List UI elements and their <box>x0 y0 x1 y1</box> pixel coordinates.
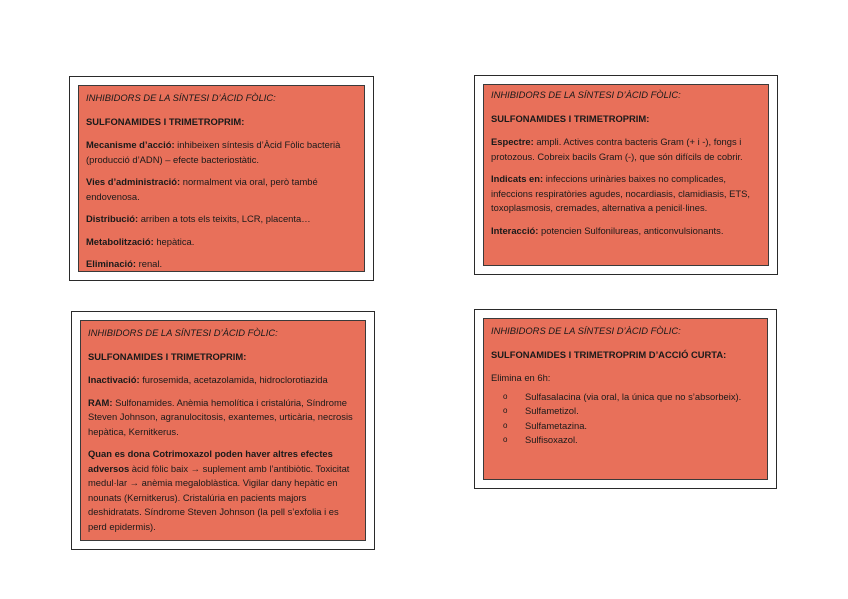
item-metabolism <box>86 235 357 250</box>
card-header: INHIBIDORS DE LA SÍNTESI D’ÀCID FÒLIC: <box>86 92 276 103</box>
bullet-icon: o <box>503 435 508 444</box>
list-item <box>491 419 760 434</box>
card-header: INHIBIDORS DE LA SÍNTESI D’ÀCID FÒLIC: <box>491 325 681 336</box>
card-header: INHIBIDORS DE LA SÍNTESI D’ÀCID FÒLIC: <box>88 327 278 338</box>
card-header: INHIBIDORS DE LA SÍNTESI D’ÀCID FÒLIC: <box>491 89 681 100</box>
list-item-text: Sulfametazina. <box>525 419 588 431</box>
item-label: Interacció: <box>491 224 539 236</box>
card-sulfonamides-adverse-effects <box>71 311 375 550</box>
item-text: arriben a tots els teixits, LCR, placenta… <box>138 213 311 224</box>
list-item <box>491 433 760 448</box>
item-label: Quan es dona Cotrimoxazol poden haver altres efectes adversos <box>88 448 333 474</box>
item-label: Metabolització: <box>86 235 154 247</box>
item-text: inhibeixen síntesis d’Àcid Fòlic bacterià (producció d’ADN) – efecte bacteriostàtic. <box>86 139 341 165</box>
item-text: potencien Sulfonilureas, anticonvulsionants. <box>538 224 724 236</box>
item-text: àcid fòlic baix → suplement amb l’antibiòtic. Toxicitat medul·lar → anèmia megaloblàstica. Vigilar dany hepàtic en nounats (Kernitkerus). Cristalúria en pacients majors deshidratats. Síndrome Steven Johnson (la pell s’exfolia i es perd epidermis). <box>88 462 350 532</box>
list-item-text: Sulfisoxazol. <box>525 434 578 445</box>
card-body <box>80 320 366 541</box>
card-subtitle: SULFONAMIDES I TRIMETROPRIM D’ACCIÓ CURTA: <box>491 348 727 360</box>
list-item-text: Sulfasalacina (via oral, la única que no s’absorbeix). <box>525 390 742 402</box>
item-label: Distribució: <box>86 213 139 224</box>
item-inactivation <box>88 373 358 388</box>
item-administration-routes <box>86 175 357 204</box>
card-subtitle: SULFONAMIDES I TRIMETROPRIM: <box>86 115 245 127</box>
item-spectrum <box>491 135 761 164</box>
card-sulfonamides-spectrum <box>474 75 778 275</box>
item-label: Espectre: <box>491 136 534 147</box>
item-elimination <box>86 257 357 272</box>
item-label: Vies d’administració: <box>86 176 181 187</box>
bullet-icon: o <box>503 391 508 401</box>
item-label: Mecanisme d’acció: <box>86 139 175 150</box>
item-text: renal. <box>136 258 163 269</box>
item-mechanism <box>86 138 357 167</box>
item-text: hepàtica. <box>153 235 195 247</box>
item-text: furosemida, acetazolamida, hidroclorotiazida <box>139 374 328 385</box>
drug-list <box>491 390 760 448</box>
item-text: normalment via oral, però també endovenosa. <box>86 176 318 202</box>
card-short-acting-sulfonamides <box>474 309 777 489</box>
item-label: Eliminació: <box>86 258 137 269</box>
list-item <box>491 404 760 419</box>
card-body <box>483 84 769 266</box>
item-text: infeccions urinàries baixes no complicades, infeccions respiratòries agudes, nocardiasis, clamidiasis, ETS, toxoplasmosis, cremades, alternativa a penicil·lines. <box>491 173 750 213</box>
item-label: Indicats en: <box>491 173 544 184</box>
item-indications <box>491 172 761 216</box>
item-label: Inactivació: <box>88 374 140 385</box>
card-subtitle: SULFONAMIDES I TRIMETROPRIM: <box>88 350 247 362</box>
item-text: ampli. Actives contra bacteris Gram (+ i -), fongs i protozous. Cobreix bacils Gram (-), que són difícils de cobrir. <box>491 136 743 162</box>
list-item-text: Sulfametizol. <box>525 405 579 416</box>
elimination-intro: Elimina en 6h: <box>491 372 551 383</box>
list-item <box>491 390 760 405</box>
bullet-icon: o <box>503 420 508 430</box>
item-label: RAM: <box>88 396 113 408</box>
card-sulfonamides-pharmacokinetics <box>69 76 374 281</box>
item-cotrimoxazole-effects <box>88 447 358 534</box>
card-body <box>78 85 365 272</box>
item-text: Sulfonamides. Anèmia hemolítica i cristalúria, Síndrome Steven Johnson, agranulocitosis, exantemes, urticària, necrosis hepàtica, Kernitkerus. <box>88 396 353 437</box>
bullet-icon: o <box>503 406 508 415</box>
card-body <box>483 318 768 480</box>
card-subtitle: SULFONAMIDES I TRIMETROPRIM: <box>491 112 650 124</box>
item-distribution <box>86 212 357 227</box>
item-interaction <box>491 224 761 239</box>
item-adverse-reactions <box>88 396 358 440</box>
